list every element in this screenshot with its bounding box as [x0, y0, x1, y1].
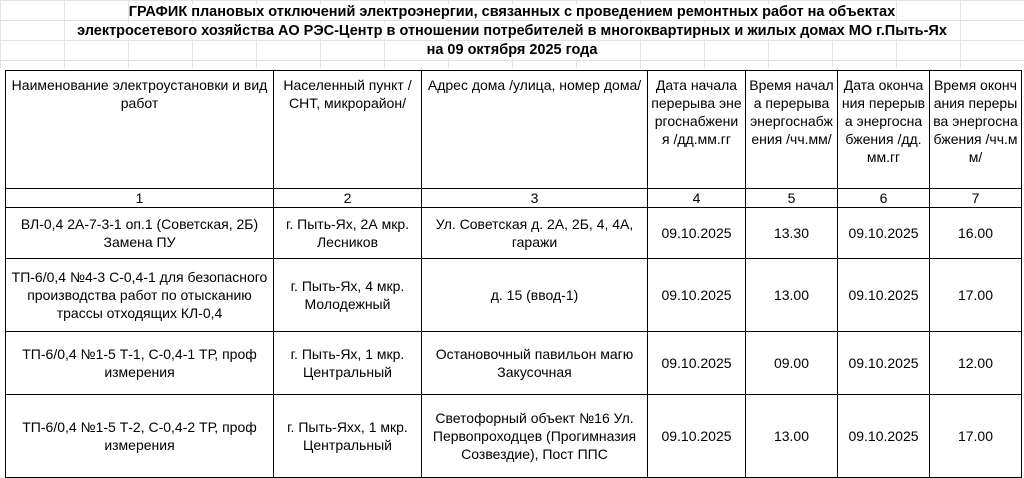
- header-object: Наименование электроустановки и вид работ: [6, 71, 274, 189]
- cell-address: д. 15 (ввод-1): [422, 259, 648, 332]
- title-line-2: электросетевого хозяйства АО РЭС-Центр в отношении потребителей в многоквартирных и жилых домах МО г.Пыть-Ях: [77, 23, 947, 39]
- cell-date-start: 09.10.2025: [648, 259, 746, 332]
- cell-time-start: 13.00: [746, 395, 838, 478]
- header-address: Адрес дома /улица, номер дома/: [422, 71, 648, 189]
- cell-date-end: 09.10.2025: [838, 208, 930, 259]
- cell-date-end: 09.10.2025: [838, 395, 930, 478]
- column-number: 4: [648, 189, 746, 208]
- cell-locality: г. Пыть-Ях, 2А мкр. Лесников: [274, 208, 422, 259]
- column-number: 2: [274, 189, 422, 208]
- cell-time-start: 13.30: [746, 208, 838, 259]
- table-row: [6, 332, 1022, 395]
- cell-time-start: 13.00: [746, 259, 838, 332]
- column-number: 7: [930, 189, 1022, 208]
- cell-object: ТП-6/0,4 №1-5 Т-1, С-0,4-1 ТР, проф измерения: [6, 332, 274, 395]
- cell-time-end: 17.00: [930, 259, 1022, 332]
- column-number: 6: [838, 189, 930, 208]
- cell-time-end: 16.00: [930, 208, 1022, 259]
- title-line-1: ГРАФИК плановых отключений электроэнергии, связанных с проведением ремонтных работ на объектах: [128, 4, 896, 20]
- cell-date-start: 09.10.2025: [648, 395, 746, 478]
- cell-time-start: 09.00: [746, 332, 838, 395]
- cell-time-end: 17.00: [930, 395, 1022, 478]
- column-number: 3: [422, 189, 648, 208]
- header-time-end: Время окончания перерыва энергоснабжения /чч.мм/: [930, 71, 1022, 189]
- cell-locality: г. Пыть-Ях, 4 мкр. Молодежный: [274, 259, 422, 332]
- column-number: 5: [746, 189, 838, 208]
- title-line-3: на 09 октября 2025 года: [426, 42, 598, 58]
- document-title: [0, 0, 1024, 68]
- cell-object: ТП-6/0,4 №4-3 С-0,4-1 для безопасного производства работ по отысканию трассы отходящих КЛ-0,4: [6, 259, 274, 332]
- column-number-row: [6, 189, 1022, 208]
- cell-object: ВЛ-0,4 2А-7-3-1 оп.1 (Советская, 2Б) Замена ПУ: [6, 208, 274, 259]
- cell-locality: г. Пыть-Яхх, 1 мкр. Центральный: [274, 395, 422, 478]
- cell-address: Остановочный павильон магю Закусочная: [422, 332, 648, 395]
- cell-address: Ул. Советская д. 2А, 2Б, 4, 4А, гаражи: [422, 208, 648, 259]
- column-number: 1: [6, 189, 274, 208]
- table-row: [6, 259, 1022, 332]
- cell-date-end: 09.10.2025: [838, 259, 930, 332]
- cell-locality: г. Пыть-Ях, 1 мкр. Центральный: [274, 332, 422, 395]
- cell-object: ТП-6/0,4 №1-5 Т-2, С-0,4-2 ТР, проф измерения: [6, 395, 274, 478]
- table-row: [6, 395, 1022, 478]
- cell-time-end: 12.00: [930, 332, 1022, 395]
- header-time-start: Время начала перерыва энергоснабжения /чч.мм/: [746, 71, 838, 189]
- cell-date-start: 09.10.2025: [648, 208, 746, 259]
- header-date-end: Дата окончания перерыва энергоснабжения /дд.мм.гг: [838, 71, 930, 189]
- cell-address: Светофорный объект №16 Ул. Первопроходцев (Прогимназия Созвездие), Пост ППС: [422, 395, 648, 478]
- outage-schedule-table: [5, 70, 1022, 478]
- table-row: [6, 208, 1022, 259]
- cell-date-start: 09.10.2025: [648, 332, 746, 395]
- header-row: [6, 71, 1022, 189]
- header-locality: Населенный пункт /СНТ, микрорайон/: [274, 71, 422, 189]
- cell-date-end: 09.10.2025: [838, 332, 930, 395]
- header-date-start: Дата начала перерыва энергоснабжения /дд.мм.гг: [648, 71, 746, 189]
